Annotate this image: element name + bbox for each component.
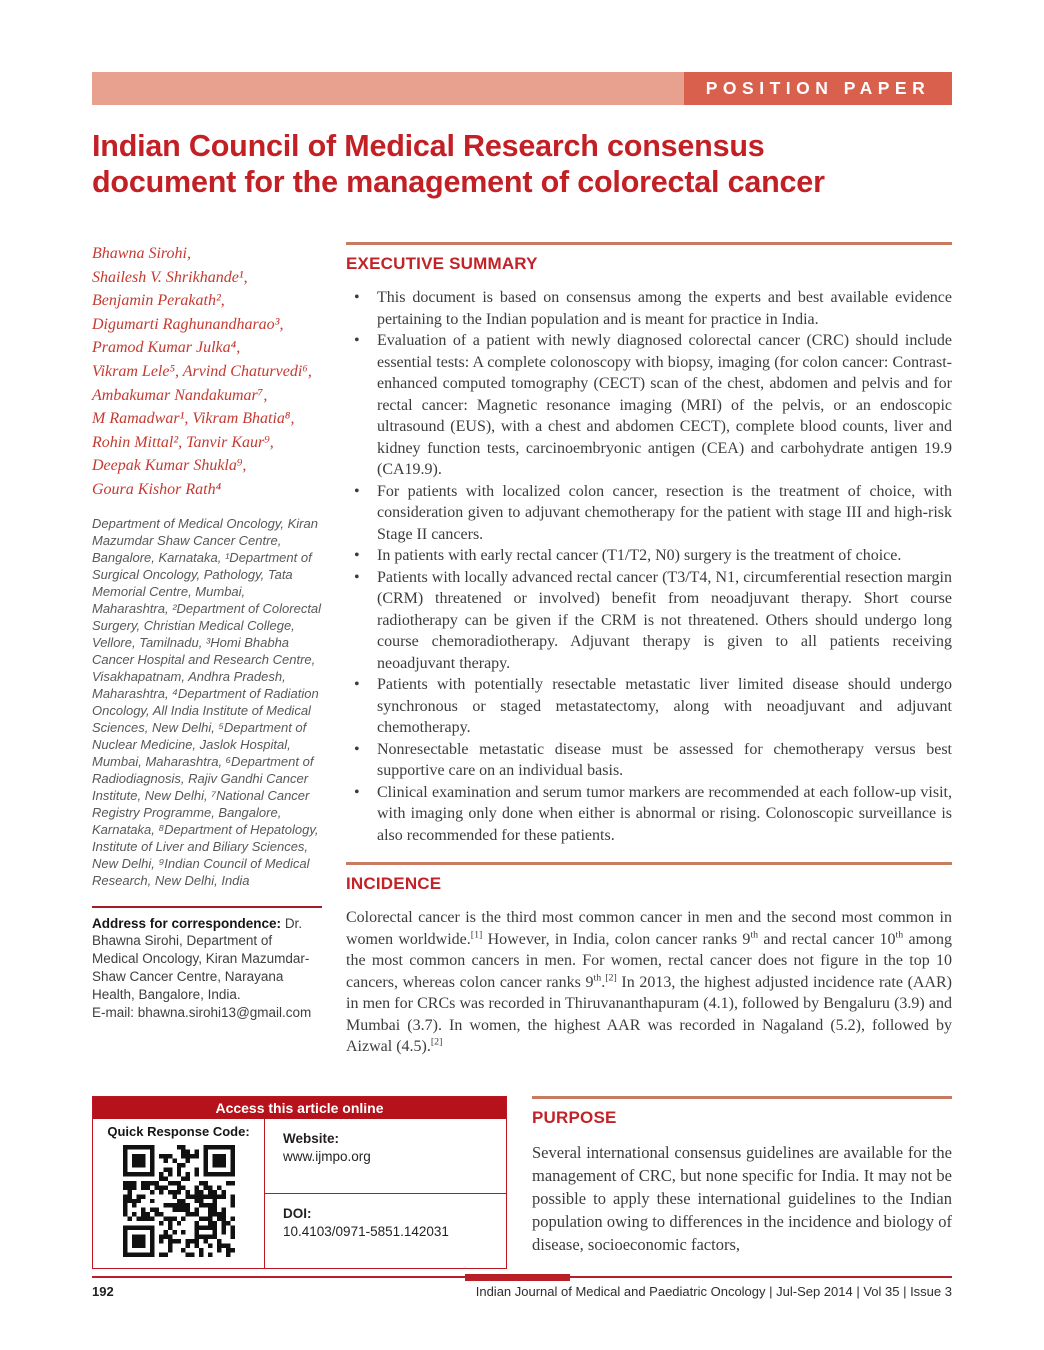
author-line: Goura Kishor Rath⁴ xyxy=(92,480,222,498)
footer-text-row xyxy=(92,1284,952,1299)
incidence-heading: INCIDENCE xyxy=(346,874,442,893)
correspondence-email: E-mail: bhawna.sirohi13@gmail.com xyxy=(92,1004,312,1020)
author-line: M Ramadwar¹, Vikram Bhatia⁸, xyxy=(92,410,295,428)
executive-summary-heading: EXECUTIVE SUMMARY xyxy=(346,254,538,273)
website-label: Website: xyxy=(283,1131,340,1146)
banner-label: POSITION PAPER xyxy=(684,72,952,105)
bullet-item: • In patients with early rectal cancer (T1/T2, N0) surgery is the treatment of choice. xyxy=(346,545,952,567)
author-line: Pramod Kumar Julka⁴, xyxy=(92,339,241,357)
page-number: 192 xyxy=(92,1284,114,1299)
doi-cell xyxy=(265,1194,506,1268)
qr-code-panel xyxy=(93,1119,265,1268)
position-paper-banner xyxy=(92,72,952,105)
access-article-box xyxy=(92,1096,507,1269)
author-line: Benjamin Perakath², xyxy=(92,292,225,310)
body-columns xyxy=(92,242,952,1074)
purpose-heading: PURPOSE xyxy=(532,1108,617,1127)
title-line: document for the management of colorectal cancer xyxy=(92,165,825,199)
section-divider xyxy=(346,862,952,865)
bullet-item: • Patients with potentially resectable metastatic liver limited disease should undergo synchronous or staged metastatectomy, along with neoadjuvant and adjuvant chemotherapy. xyxy=(346,674,952,739)
purpose-section xyxy=(532,1096,952,1256)
bullet-item: • Patients with locally advanced rectal cancer (T3/T4, N1, circumferential resection margin (CRM) threatened or involved) benefit from neoadjuvant therapy. Short course radiotherapy can be given if the CRM is not threatened. Others should undergo long course chemoradiotherapy. Adjuvant therapy is given to all patients receiving neoadjuvant therapy. xyxy=(346,567,952,675)
website-value: www.ijmpo.org xyxy=(283,1149,371,1164)
section-divider xyxy=(346,242,952,245)
doi-value: 10.4103/0971-5851.142031 xyxy=(283,1224,449,1239)
section-divider xyxy=(532,1096,952,1099)
qr-code-icon xyxy=(123,1145,235,1257)
footer-rule xyxy=(92,1276,952,1278)
author-line: Rohin Mittal², Tanvir Kaur⁹, xyxy=(92,433,274,451)
author-line: Digumarti Raghunandharao³, xyxy=(92,315,284,333)
access-box-details xyxy=(265,1119,506,1268)
access-box-header: Access this article online xyxy=(93,1097,506,1119)
correspondence-divider xyxy=(92,906,322,908)
authors-list xyxy=(92,242,322,502)
author-line: Bhawna Sirohi, xyxy=(92,245,191,262)
bullet-item: • Clinical examination and serum tumor markers are recommended at each follow-up visit, with imaging only done when either is abnormal or rising. Colonoscopic surveillance is also recommended for these patients. xyxy=(346,782,952,847)
doi-label: DOI: xyxy=(283,1206,312,1221)
purpose-paragraph: Several international consensus guidelines are available for the management of CRC, but none specific for India. It may not be possible to apply these international guidelines to the Indian population owing to differences in the incidence and biology of disease, socioeconomic factors, xyxy=(532,1143,952,1254)
author-line: Shailesh V. Shrikhande¹, xyxy=(92,268,248,286)
executive-summary-bullets xyxy=(346,287,952,846)
bullet-item: • Nonresectable metastatic disease must be assessed for chemotherapy versus best supportive care on an individual basis. xyxy=(346,739,952,782)
title-line: Indian Council of Medical Research consensus xyxy=(92,129,765,163)
author-line: Deepak Kumar Shukla⁹, xyxy=(92,457,247,475)
left-sidebar xyxy=(92,242,322,1021)
author-line: Ambakumar Nandakumar⁷, xyxy=(92,386,268,404)
article-title xyxy=(92,128,952,200)
journal-citation: Indian Journal of Medical and Paediatric Oncology | Jul-Sep 2014 | Vol 35 | Issue 3 xyxy=(475,1284,952,1299)
banner-strip xyxy=(92,72,684,105)
bullet-item: • Evaluation of a patient with newly diagnosed colorectal cancer (CRC) should include essential tests: A complete colonoscopy with biopsy, imaging (for colon cancer: Contrast-enhanced computed tomography (CECT) scan of the chest, abdomen and pelvis and for rectal cancer: Magnetic resonance imaging (MRI) of the pelvis, or an endoscopic ultrasound (EUS), with a chest and abdomen CECT), complete blood counts, liver and kidney function tests, carcinoembryonic antigen (CEA) and carbohydrate antigen 19.9 (CA19.9). xyxy=(346,330,952,481)
author-line: Vikram Lele⁵, Arvind Chaturvedi⁶, xyxy=(92,362,312,380)
page-footer xyxy=(92,1276,952,1299)
bottom-row xyxy=(92,1096,952,1269)
correspondence-address: Dr. Bhawna Sirohi, Department of Medical Oncology, Kiran Mazumdar-Shaw Cancer Centre, Narayana Health, Bangalore, India. xyxy=(92,915,310,1002)
affiliations-text: Department of Medical Oncology, Kiran Mazumdar Shaw Cancer Centre, Bangalore, Karnataka, ¹Department of Surgical Oncology, Pathology, Tata Memorial Centre, Mumbai, Maharashtra, ²Department of Colorectal Surgery, Christian Medical College, Vellore, Tamilnadu, ³Homi Bhabha Cancer Hospital and Research Centre, Visakhapatnam, Andhra Pradesh, Maharashtra, ⁴Department of Radiation Oncology, All India Institute of Medical Sciences, New Delhi, ⁵Department of Nuclear Medicine, Jaslok Hospital, Mumbai, Maharashtra, ⁶Department of Radiodiagnosis, Rajiv Gandhi Cancer Institute, New Delhi, ⁷National Cancer Registry Programme, Bangalore, Karnataka, ⁸Department of Hepatology, Institute of Liver and Biliary Sciences, New Delhi, ⁹Indian Council of Medical Research, New Delhi, India xyxy=(92,515,322,888)
bullet-item: • For patients with localized colon cancer, resection is the treatment of choice, with consideration given to adjuvant chemotherapy for the patient with stage III and high-risk Stage II cancers. xyxy=(346,481,952,546)
executive-summary-section xyxy=(346,242,952,846)
main-column xyxy=(346,242,952,1058)
incidence-paragraph: Colorectal cancer is the third most common cancer in men and the second most common in women worldwide.[1] However, in India, colon cancer ranks 9th and rectal cancer 10th among the most common cancers in men. For women, rectal cancer does not figure in the top 10 cancers, whereas colon cancer ranks 9th.[2] In 2013, the highest adjusted incidence rate (AAR) in men for CRCs was recorded in Thiruvananthapuram (4.1), followed by Bengaluru (3.9) and Mumbai (3.7). In women, the highest AAR was recorded in Nagaland (5.2), followed by Aizwal (4.5).[2] xyxy=(346,909,953,1055)
qr-code-label: Quick Response Code: xyxy=(107,1124,250,1139)
correspondence-block xyxy=(92,915,322,1022)
correspondence-heading: Address for correspondence: xyxy=(92,915,282,931)
incidence-section xyxy=(346,862,952,1058)
website-cell xyxy=(265,1119,506,1194)
bullet-item: • This document is based on consensus among the experts and best available evidence pertaining to the Indian population and is meant for practice in India. xyxy=(346,287,952,330)
footer-rule-accent xyxy=(465,1274,570,1281)
access-box-body xyxy=(93,1119,506,1268)
